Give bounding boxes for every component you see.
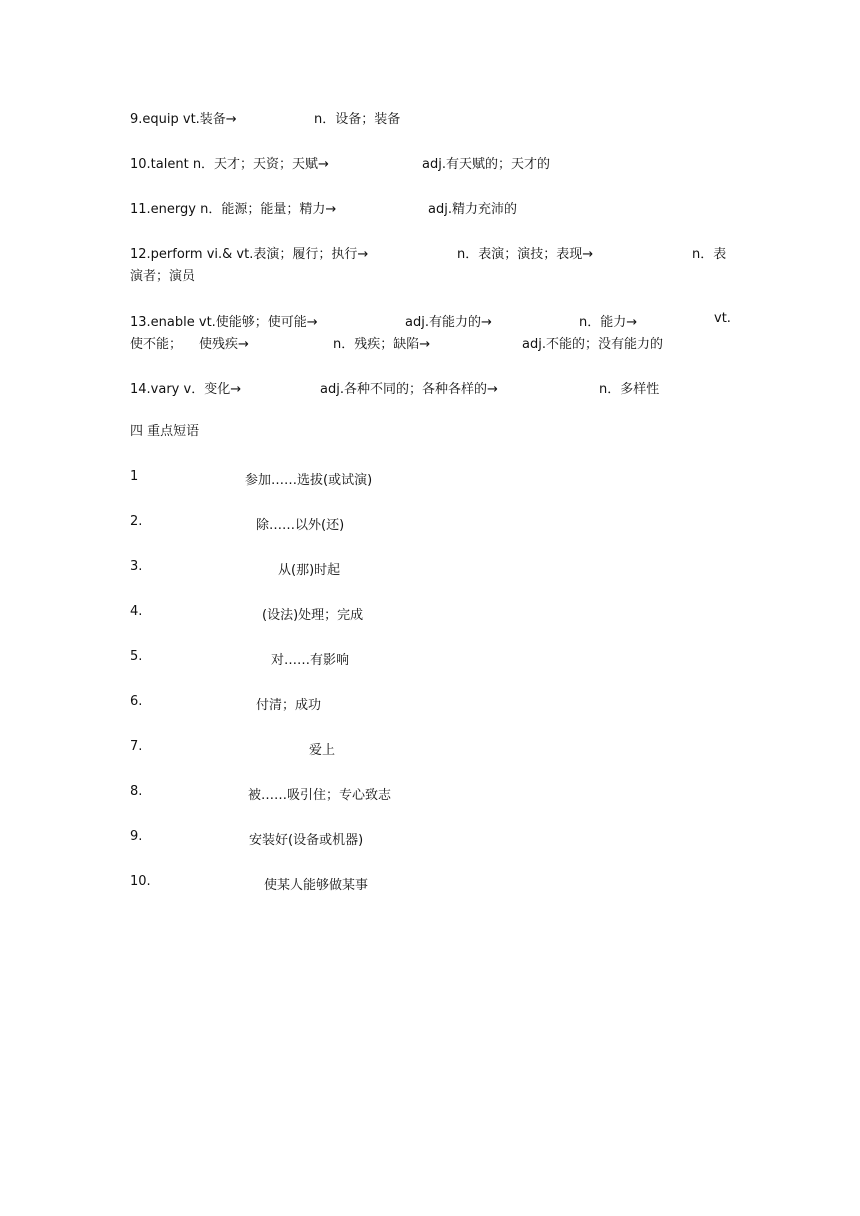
phrase-meaning: 参加……选拔(或试演) xyxy=(245,473,373,488)
vocab-14-stem: 14.vary v．变化→ xyxy=(130,382,242,397)
phrase-meaning: (设法)处理；完成 xyxy=(262,608,364,623)
list-item xyxy=(130,829,730,869)
phrase-meaning: 被……吸引住；专心致志 xyxy=(248,788,392,803)
vocab-13-stem: 13.enable vt.使能够；使可能→ xyxy=(130,315,318,330)
vocab-item-9 xyxy=(130,108,730,148)
vocab-item-14 xyxy=(130,378,730,418)
vocab-10-stem: 10.talent n．天才；天资；天赋→ xyxy=(130,157,329,172)
vocab-item-13 xyxy=(130,311,730,351)
phrase-number: 2. xyxy=(130,514,143,529)
list-item xyxy=(130,469,730,509)
vocab-11-adj: adj.精力充沛的 xyxy=(428,202,517,217)
phrase-number: 9. xyxy=(130,829,143,844)
phrase-number: 8. xyxy=(130,784,143,799)
phrase-number: 1 xyxy=(130,469,139,484)
vocab-13-verb2: 使残疾→ xyxy=(199,337,249,352)
vocab-12-noun: n．表演；演技；表现→ xyxy=(457,247,594,262)
vocab-12-stem: 12.perform vi.& vt.表演；履行；执行→ xyxy=(130,247,369,262)
vocab-10-adj: adj.有天赋的；天才的 xyxy=(422,157,550,172)
phrase-number: 6. xyxy=(130,694,143,709)
vocab-13-noun2: n．残疾；缺陷→ xyxy=(333,337,431,352)
vocab-13-adj: adj.有能力的→ xyxy=(405,315,492,330)
vocab-13-verb-cont: 使不能； xyxy=(130,337,183,352)
phrase-number: 3. xyxy=(130,559,143,574)
list-item xyxy=(130,514,730,554)
vocab-13-noun: n．能力→ xyxy=(579,315,638,330)
vocab-item-12 xyxy=(130,243,730,283)
vocab-12-noun2: n．表 xyxy=(692,247,727,262)
list-item xyxy=(130,649,730,689)
list-item xyxy=(130,784,730,824)
vocab-9-stem: 9.equip vt.装备→ xyxy=(130,112,237,127)
list-item xyxy=(130,739,730,779)
vocab-14-adj: adj.各种不同的；各种各样的→ xyxy=(320,382,498,397)
vocab-13-verb: vt. xyxy=(714,311,731,326)
phrase-meaning: 从(那)时起 xyxy=(278,563,341,578)
vocab-13-adj2: adj.不能的；没有能力的 xyxy=(522,337,663,352)
phrase-number: 10. xyxy=(130,874,151,889)
list-item xyxy=(130,694,730,734)
vocab-12-noun2-cont: 演者；演员 xyxy=(130,269,196,284)
vocab-9-noun: n．设备；装备 xyxy=(314,112,401,127)
phrase-meaning: 对……有影响 xyxy=(271,653,350,668)
list-item xyxy=(130,874,730,914)
list-item xyxy=(130,604,730,644)
phrase-meaning: 除……以外(还) xyxy=(256,518,345,533)
phrase-number: 4. xyxy=(130,604,143,619)
phrase-number: 7. xyxy=(130,739,143,754)
list-item xyxy=(130,559,730,599)
phrase-meaning: 爱上 xyxy=(309,743,336,758)
phrase-meaning: 付清；成功 xyxy=(256,698,322,713)
vocab-item-11 xyxy=(130,198,730,238)
phrase-meaning: 使某人能够做某事 xyxy=(264,878,369,893)
section-heading: 四 重点短语 xyxy=(130,424,200,439)
phrase-number: 5. xyxy=(130,649,143,664)
phrase-meaning: 安装好(设备或机器) xyxy=(249,833,364,848)
vocab-14-noun: n．多样性 xyxy=(599,382,660,397)
vocab-11-stem: 11.energy n．能源；能量；精力→ xyxy=(130,202,337,217)
vocab-item-10 xyxy=(130,153,730,193)
